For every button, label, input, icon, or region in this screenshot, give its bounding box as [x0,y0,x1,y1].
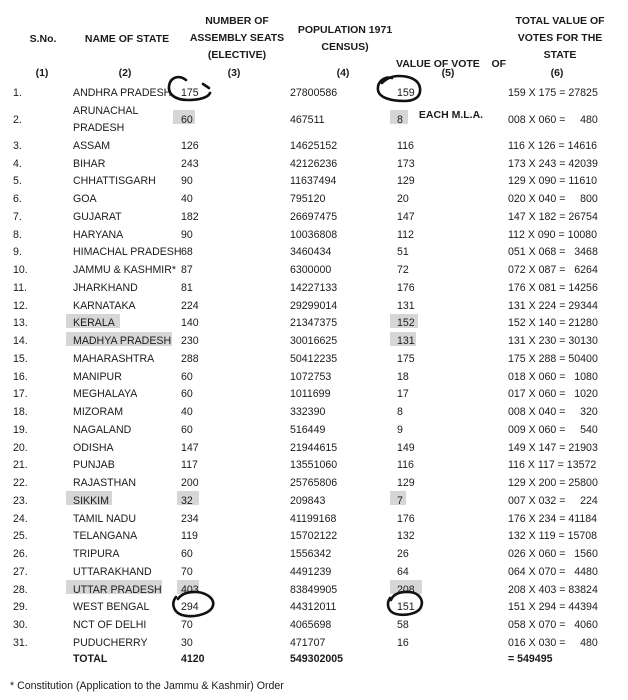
row-population: 1556342 [290,548,332,560]
row-vote-value: 18 [397,370,409,383]
row-population: 3460434 [290,246,332,259]
row-state-name: KARNATAKA [73,299,136,312]
row-sno: 7. [13,210,22,223]
row-state-name: GOA [73,193,97,205]
col-number: (6) [550,67,564,79]
header-state-name: NAME OF STATE [84,33,170,45]
row-total-calc: 058 X 070 = 4060 [508,619,598,631]
header-vote-line1: VALUE OF VOTE OF [395,58,507,70]
row-total-calc: 149 X 147 = 21903 [508,441,598,454]
row-total-calc: 132 X 119 = 15708 [508,530,598,543]
row-seats: 147 [181,441,199,454]
row-population: 15702122 [290,530,338,543]
row-state-name: TELANGANA [73,530,138,543]
row-state-name: JHARKHAND [73,281,138,294]
row-vote-value: 8 [397,406,403,418]
row-seats: 403 [181,583,199,596]
row-total-calc: 016 X 030 = 480 [508,636,598,649]
row-seats: 40 [181,193,193,205]
hand-dash-ap-seats [203,84,209,88]
row-population: 332390 [290,406,326,418]
row-total-calc: 152 X 140 = 21280 [508,317,598,330]
row-seats: 182 [181,210,199,223]
row-population: 1011699 [290,388,331,401]
row-vote-value: 116 [397,459,414,472]
row-population: 44312011 [290,601,337,614]
row-sno: 11. [13,281,27,294]
row-vote-value: 7 [397,494,403,507]
row-seats: 87 [181,264,193,276]
row-population: 795120 [290,193,326,205]
row-seats: 126 [181,139,199,152]
row-sno: 8. [13,228,22,241]
row-sno: 21. [13,459,28,472]
row-sno: 22. [13,477,28,489]
row-seats: 81 [181,281,193,294]
row-population: 4491239 [290,565,332,578]
row-total-calc: 017 X 060 = 1020 [508,388,598,401]
row-total-calc: 173 X 243 = 42039 [508,157,598,170]
row-vote-value: 151 [397,601,415,614]
row-state-name: KERALA [73,317,115,330]
row-state-name: PUNJAB [73,459,115,472]
row-vote-value: 176 [397,281,415,294]
row-total-calc: 129 X 200 = 25800 [508,477,598,489]
row-total-calc: 064 X 070 = 4480 [508,565,598,578]
row-sno: 14. [13,335,28,347]
row-state-name: MANIPUR [73,370,122,383]
row-sno: 25. [13,530,28,543]
row-total-calc: 018 X 060 = 1080 [508,370,598,383]
row-state-name: PUDUCHERRY [73,636,148,649]
row-sno: 24. [13,512,28,525]
row-seats: 243 [181,157,199,170]
header-sno: S.No. [29,33,57,45]
row-total-calc: 176 X 081 = 14256 [508,281,598,294]
total-value: = 549495 [508,653,553,665]
row-vote-value: 147 [397,210,415,223]
row-state-name: TAMIL NADU [73,512,136,525]
row-state-name: HIMACHAL PRADESH [73,246,182,259]
row-state-name: MEGHALAYA [73,388,138,401]
row-seats: 90 [181,175,193,188]
row-state-name: JAMMU & KASHMIR* [73,264,177,276]
row-total-calc: 008 X 040 = 320 [508,406,598,418]
row-total-calc: 131 X 224 = 29344 [508,299,598,312]
row-population: 471707 [290,636,326,649]
row-state-name: UTTARAKHAND [73,565,152,578]
row-population: 14625152 [290,139,338,152]
row-seats: 288 [181,352,199,365]
row-population: 209843 [290,494,326,507]
row-state-name: WEST BENGAL [73,601,150,614]
row-vote-value: 175 [397,352,415,365]
row-total-calc: 116 X 126 = 14616 [508,139,598,152]
row-sno: 29. [13,601,28,614]
header-population-line2: CENSUS) [321,41,369,53]
row-state-name: BIHAR [73,157,106,170]
row-sno: 17. [13,388,28,401]
row-sno: 20. [13,441,28,454]
row-population: 10036808 [290,228,338,241]
header-population [290,22,400,56]
row-population: 29299014 [290,299,338,312]
row-total-calc: 026 X 060 = 1560 [508,548,598,560]
header-seats-line3: (ELECTIVE) [207,49,267,61]
col-number: (1) [35,67,49,79]
row-sno: 26. [13,548,28,560]
row-sno: 6. [13,193,22,205]
row-total-calc: 175 X 288 = 50400 [508,352,598,365]
row-seats: 90 [181,228,193,241]
row-total-calc: 007 X 032 = 224 [508,494,598,507]
row-state-name: MIZORAM [73,406,124,418]
header-total-line1: TOTAL VALUE OF [515,15,605,27]
row-state-name: GUJARAT [73,210,122,223]
header-population-line1: POPULATION 1971 [297,24,393,36]
row-sno: 13. [13,317,28,330]
col-number: (5) [441,67,455,79]
row-sno: 23. [13,494,28,507]
row-seats: 60 [181,388,193,401]
header-vote-line2: EACH M.L.A. [418,109,484,121]
row-vote-value: 8 [397,113,403,126]
row-population: 27800586 [290,87,338,99]
row-seats: 60 [181,370,193,383]
row-sno: 31. [13,636,28,649]
row-sno: 10. [13,264,28,276]
row-state-name: RAJASTHAN [73,477,136,489]
row-total-calc: 008 X 060 = 480 [508,113,598,126]
row-total-calc: 147 X 182 = 26754 [508,210,598,223]
row-vote-value: 20 [397,193,409,205]
row-vote-value: 131 [397,299,415,312]
row-vote-value: 131 [397,335,415,347]
header-total-line3: STATE [543,49,577,61]
row-seats: 70 [181,619,193,631]
row-sno: 27. [13,565,28,578]
row-seats: 234 [181,512,199,525]
row-seats: 200 [181,477,199,489]
row-sno: 2. [13,113,22,126]
row-state-name: NAGALAND [73,423,132,436]
row-seats: 60 [181,113,193,126]
row-vote-value: 16 [397,636,409,649]
row-sno: 1. [13,87,22,99]
row-population: 26697475 [290,210,338,223]
row-state-name-line2: PRADESH [73,121,125,134]
row-state-name: MADHYA PRADESH [73,335,172,347]
header-seats-line2: ASSEMBLY SEATS [189,32,285,44]
row-population: 25765806 [290,477,338,489]
row-sno: 16. [13,370,28,383]
row-seats: 60 [181,548,193,560]
row-population: 83849905 [290,583,338,596]
header-total-value [505,13,615,64]
total-label: TOTAL [73,653,108,665]
row-state-name: SIKKIM [73,494,109,507]
row-seats: 230 [181,335,199,347]
row-population: 14227133 [290,281,338,294]
row-sno: 19. [13,423,28,436]
row-state-name: ODISHA [73,441,114,454]
row-total-calc: 159 X 175 = 27825 [508,87,598,99]
row-vote-value: 72 [397,264,409,276]
total-population: 549302005 [290,653,344,665]
row-sno: 9. [13,246,22,259]
row-state-name: NCT OF DELHI [73,619,147,631]
row-population: 21944615 [290,441,338,454]
row-seats: 60 [181,423,193,436]
row-vote-value: 58 [397,619,409,631]
row-vote-value: 208 [397,583,415,596]
row-seats: 30 [181,636,193,649]
row-total-calc: 020 X 040 = 800 [508,193,598,205]
row-total-calc: 176 X 234 = 41184 [508,512,598,525]
row-population: 1072753 [290,370,332,383]
row-vote-value: 176 [397,512,415,525]
row-population: 50412235 [290,352,338,365]
col-number: (4) [336,67,350,79]
row-state-name: HARYANA [73,228,124,241]
row-population: 42126236 [290,157,338,170]
row-population: 6300000 [290,264,332,276]
row-seats: 140 [181,317,199,330]
row-population: 13551060 [290,459,338,472]
header-vote-value [392,22,510,141]
row-total-calc: 116 X 117 = 13572 [508,459,597,472]
row-seats: 117 [181,459,198,472]
col-number: (2) [118,67,132,79]
row-vote-value: 132 [397,530,415,543]
row-vote-value: 152 [397,317,415,330]
row-state-name: ARUNACHAL [73,104,139,117]
col-number: (3) [227,67,241,79]
row-vote-value: 9 [397,423,403,436]
row-seats: 175 [181,87,199,99]
header-seats-line1: NUMBER OF [205,15,269,27]
row-state-name: ANDHRA PRADESH [73,87,172,99]
footnote: * Constitution (Application to the Jammu & Kashmir) Order [10,680,284,692]
row-total-calc: 051 X 068 = 3468 [508,246,598,259]
row-vote-value: 17 [397,388,409,401]
row-total-calc: 009 X 060 = 540 [508,423,598,436]
row-sno: 3. [13,139,22,152]
row-vote-value: 159 [397,87,415,99]
row-state-name: UTTAR PRADESH [73,583,162,596]
row-population: 41199168 [290,512,337,525]
row-state-name: ASSAM [73,139,111,152]
row-total-calc: 151 X 294 = 44394 [508,601,598,614]
row-sno: 28. [13,583,28,596]
row-sno: 12. [13,299,28,312]
row-seats: 294 [181,601,199,614]
row-population: 516449 [290,423,326,436]
row-population: 467511 [290,113,325,126]
total-seats: 4120 [181,653,205,665]
row-vote-value: 112 [397,228,414,241]
row-seats: 224 [181,299,199,312]
row-total-calc: 072 X 087 = 6264 [508,264,598,276]
row-state-name: CHHATTISGARH [73,175,156,188]
row-population: 11637494 [290,175,337,188]
row-total-calc: 112 X 090 = 10080 [508,228,598,241]
row-population: 4065698 [290,619,332,631]
row-sno: 18. [13,406,28,418]
row-seats: 70 [181,565,193,578]
row-sno: 4. [13,157,22,170]
row-sno: 15. [13,352,28,365]
row-state-name: TRIPURA [73,548,120,560]
row-population: 30016625 [290,335,338,347]
row-vote-value: 129 [397,175,415,188]
row-vote-value: 51 [397,246,409,259]
row-population: 21347375 [290,317,338,330]
row-seats: 40 [181,406,193,418]
header-seats [182,13,292,64]
row-seats: 119 [181,530,198,543]
header-total-line2: VOTES FOR THE [517,32,603,44]
row-seats: 68 [181,246,193,259]
row-sno: 5. [13,175,22,188]
row-vote-value: 173 [397,157,415,170]
row-vote-value: 149 [397,441,415,454]
row-vote-value: 64 [397,565,409,578]
row-vote-value: 116 [397,139,414,152]
row-vote-value: 26 [397,548,409,560]
row-vote-value: 129 [397,477,415,489]
row-total-calc: 131 X 230 = 30130 [508,335,598,347]
row-sno: 30. [13,619,28,631]
row-total-calc: 208 X 403 = 83824 [508,583,598,596]
row-state-name: MAHARASHTRA [73,352,155,365]
row-seats: 32 [181,494,193,507]
row-total-calc: 129 X 090 = 11610 [508,175,598,188]
